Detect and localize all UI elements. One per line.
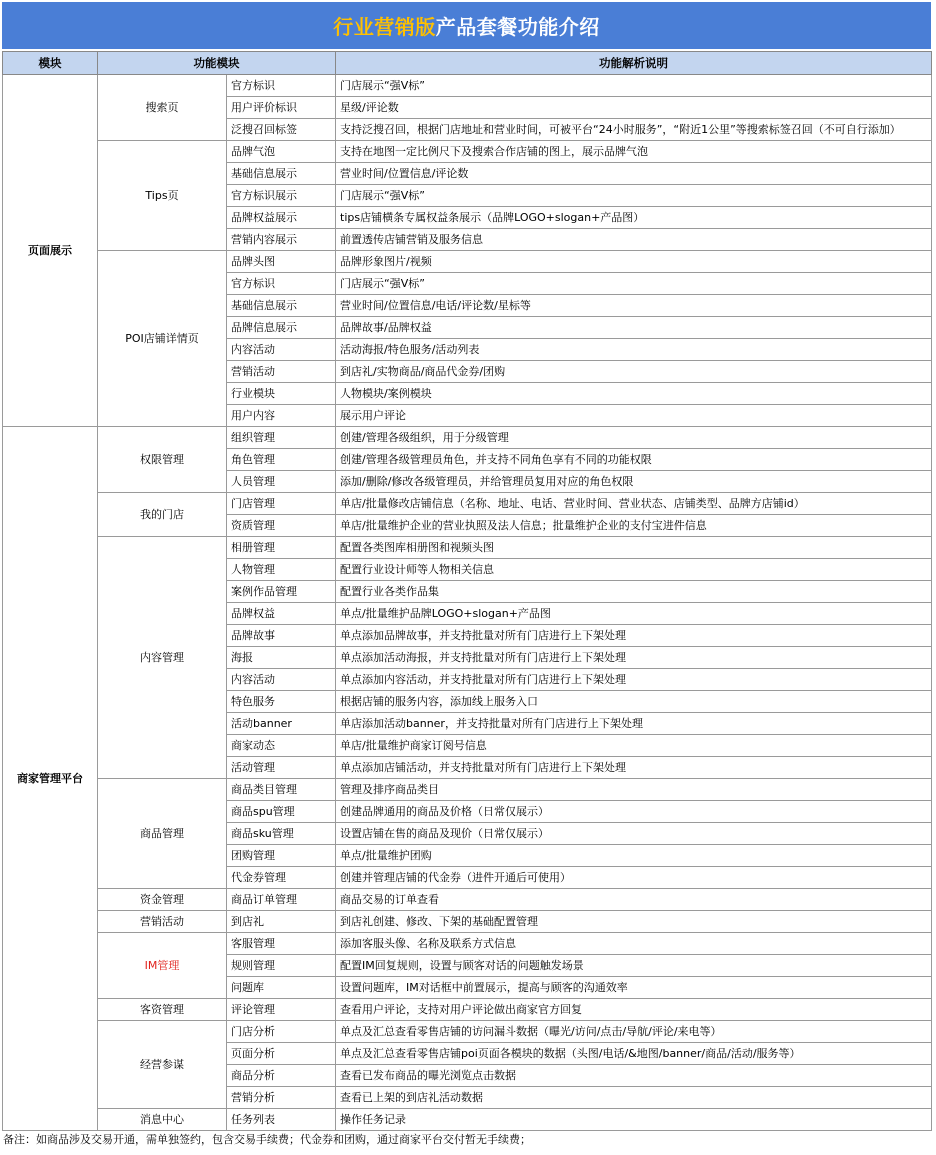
header-function: 功能模块 bbox=[98, 52, 336, 75]
feature-name-cell: 资质管理 bbox=[227, 515, 336, 537]
module-cell: 页面展示 bbox=[3, 75, 98, 427]
feature-desc-cell: tips店铺横条专属权益条展示（品牌LOGO+slogan+产品图） bbox=[336, 207, 932, 229]
feature-name-cell: 品牌权益 bbox=[227, 603, 336, 625]
feature-name-cell: 品牌气泡 bbox=[227, 141, 336, 163]
feature-name-cell: 代金券管理 bbox=[227, 867, 336, 889]
feature-desc-cell: 支持在地图一定比例尺下及搜索合作店铺的图上，展示品牌气泡 bbox=[336, 141, 932, 163]
feature-name-cell: 活动管理 bbox=[227, 757, 336, 779]
feature-desc-cell: 支持泛搜召回，根据门店地址和营业时间，可被平台“24小时服务”，“附近1公里”等搜索标签召回（不可自行添加） bbox=[336, 119, 932, 141]
feature-name-cell: 客服管理 bbox=[227, 933, 336, 955]
feature-desc-cell: 查看已发布商品的曝光浏览点击数据 bbox=[336, 1065, 932, 1087]
feature-desc-cell: 管理及排序商品类目 bbox=[336, 779, 932, 801]
feature-name-cell: 组织管理 bbox=[227, 427, 336, 449]
feature-name-cell: 特色服务 bbox=[227, 691, 336, 713]
feature-name-cell: 泛搜召回标签 bbox=[227, 119, 336, 141]
table-row bbox=[3, 493, 932, 515]
feature-name-cell: 任务列表 bbox=[227, 1109, 336, 1131]
feature-name-cell: 商品分析 bbox=[227, 1065, 336, 1087]
feature-desc-cell: 查看用户评论，支持对用户评论做出商家官方回复 bbox=[336, 999, 932, 1021]
feature-desc-cell: 添加客服头像、名称及联系方式信息 bbox=[336, 933, 932, 955]
feature-desc-cell: 单店/批量修改店铺信息（名称、地址、电话、营业时间、营业状态、店铺类型、品牌方店铺id） bbox=[336, 493, 932, 515]
function-group-cell: Tips页 bbox=[98, 141, 227, 251]
feature-desc-cell: 单店/批量维护商家订阅号信息 bbox=[336, 735, 932, 757]
table-row bbox=[3, 537, 932, 559]
feature-name-cell: 内容活动 bbox=[227, 339, 336, 361]
feature-name-cell: 商品类目管理 bbox=[227, 779, 336, 801]
feature-desc-cell: 配置各类图库相册图和视频头图 bbox=[336, 537, 932, 559]
feature-name-cell: 相册管理 bbox=[227, 537, 336, 559]
table-row bbox=[3, 1109, 932, 1131]
feature-desc-cell: 配置IM回复规则，设置与顾客对话的问题触发场景 bbox=[336, 955, 932, 977]
feature-name-cell: 门店分析 bbox=[227, 1021, 336, 1043]
header-desc: 功能解析说明 bbox=[336, 52, 932, 75]
feature-name-cell: 营销分析 bbox=[227, 1087, 336, 1109]
feature-name-cell: 案例作品管理 bbox=[227, 581, 336, 603]
function-group-cell: IM管理 bbox=[98, 933, 227, 999]
title-highlight: 行业营销版 bbox=[333, 15, 436, 39]
footnote: 备注：如商品涉及交易开通，需单独签约，包含交易手续费；代金券和团购，通过商家平台交付暂无手续费； bbox=[3, 1133, 531, 1146]
feature-desc-cell: 设置店铺在售的商品及现价（日常仅展示） bbox=[336, 823, 932, 845]
feature-name-cell: 人物管理 bbox=[227, 559, 336, 581]
title-rest: 产品套餐功能介绍 bbox=[435, 15, 600, 39]
feature-desc-cell: 设置问题库，IM对话框中前置展示，提高与顾客的沟通效率 bbox=[336, 977, 932, 999]
feature-desc-cell: 商品交易的订单查看 bbox=[336, 889, 932, 911]
feature-name-cell: 问题库 bbox=[227, 977, 336, 999]
table-row bbox=[3, 889, 932, 911]
feature-name-cell: 商品订单管理 bbox=[227, 889, 336, 911]
feature-desc-cell: 门店展示“强V标” bbox=[336, 75, 932, 97]
function-group-cell: 权限管理 bbox=[98, 427, 227, 493]
feature-desc-cell: 单点/批量维护品牌LOGO+slogan+产品图 bbox=[336, 603, 932, 625]
feature-desc-cell: 单点及汇总查看零售店铺的访问漏斗数据（曝光/访问/点击/导航/评论/来电等） bbox=[336, 1021, 932, 1043]
function-group-cell: 营销活动 bbox=[98, 911, 227, 933]
feature-desc-cell: 展示用户评论 bbox=[336, 405, 932, 427]
feature-name-cell: 角色管理 bbox=[227, 449, 336, 471]
function-group-cell: 搜索页 bbox=[98, 75, 227, 141]
feature-name-cell: 营销活动 bbox=[227, 361, 336, 383]
header-row bbox=[3, 52, 932, 75]
function-group-cell: POI店铺详情页 bbox=[98, 251, 227, 427]
feature-desc-cell: 创建/管理各级组织，用于分级管理 bbox=[336, 427, 932, 449]
feature-desc-cell: 添加/删除/修改各级管理员，并给管理员复用对应的角色权限 bbox=[336, 471, 932, 493]
feature-desc-cell: 单点添加内容活动，并支持批量对所有门店进行上下架处理 bbox=[336, 669, 932, 691]
feature-desc-cell: 单点及汇总查看零售店铺poi页面各模块的数据（头图/电话/&地图/banner/商品/活动/服务等） bbox=[336, 1043, 932, 1065]
function-group-cell: 内容管理 bbox=[98, 537, 227, 779]
feature-desc-cell: 创建并管理店铺的代金券（进件开通后可使用） bbox=[336, 867, 932, 889]
feature-desc-cell: 星级/评论数 bbox=[336, 97, 932, 119]
table-body bbox=[3, 75, 932, 1131]
feature-desc-cell: 品牌形象图片/视频 bbox=[336, 251, 932, 273]
feature-name-cell: 商品sku管理 bbox=[227, 823, 336, 845]
table-row bbox=[3, 427, 932, 449]
feature-desc-cell: 门店展示“强V标” bbox=[336, 273, 932, 295]
feature-name-cell: 活动banner bbox=[227, 713, 336, 735]
feature-name-cell: 海报 bbox=[227, 647, 336, 669]
feature-name-cell: 官方标识展示 bbox=[227, 185, 336, 207]
function-group-cell: 客资管理 bbox=[98, 999, 227, 1021]
feature-desc-cell: 品牌故事/品牌权益 bbox=[336, 317, 932, 339]
table-row bbox=[3, 75, 932, 97]
feature-name-cell: 基础信息展示 bbox=[227, 163, 336, 185]
feature-name-cell: 品牌权益展示 bbox=[227, 207, 336, 229]
feature-desc-cell: 单店/批量维护企业的营业执照及法人信息；批量维护企业的支付宝进件信息 bbox=[336, 515, 932, 537]
feature-name-cell: 用户内容 bbox=[227, 405, 336, 427]
feature-desc-cell: 单店添加活动banner，并支持批量对所有门店进行上下架处理 bbox=[336, 713, 932, 735]
table-row bbox=[3, 1021, 932, 1043]
feature-table bbox=[2, 51, 932, 1131]
feature-name-cell: 品牌信息展示 bbox=[227, 317, 336, 339]
feature-desc-cell: 到店礼创建、修改、下架的基础配置管理 bbox=[336, 911, 932, 933]
function-group-cell: 消息中心 bbox=[98, 1109, 227, 1131]
feature-desc-cell: 营业时间/位置信息/评论数 bbox=[336, 163, 932, 185]
feature-desc-cell: 人物模块/案例模块 bbox=[336, 383, 932, 405]
feature-name-cell: 商品spu管理 bbox=[227, 801, 336, 823]
function-group-cell: 资金管理 bbox=[98, 889, 227, 911]
feature-desc-cell: 单点/批量维护团购 bbox=[336, 845, 932, 867]
feature-desc-cell: 单点添加品牌故事，并支持批量对所有门店进行上下架处理 bbox=[336, 625, 932, 647]
table-row bbox=[3, 999, 932, 1021]
table-row bbox=[3, 141, 932, 163]
feature-name-cell: 内容活动 bbox=[227, 669, 336, 691]
feature-name-cell: 行业模块 bbox=[227, 383, 336, 405]
header-module: 模块 bbox=[3, 52, 98, 75]
feature-name-cell: 官方标识 bbox=[227, 273, 336, 295]
feature-name-cell: 营销内容展示 bbox=[227, 229, 336, 251]
feature-desc-cell: 查看已上架的到店礼活动数据 bbox=[336, 1087, 932, 1109]
feature-desc-cell: 门店展示“强V标” bbox=[336, 185, 932, 207]
feature-name-cell: 评论管理 bbox=[227, 999, 336, 1021]
feature-desc-cell: 创建品牌通用的商品及价格（日常仅展示） bbox=[336, 801, 932, 823]
table-row bbox=[3, 911, 932, 933]
table-row bbox=[3, 779, 932, 801]
feature-name-cell: 品牌头图 bbox=[227, 251, 336, 273]
feature-desc-cell: 配置行业各类作品集 bbox=[336, 581, 932, 603]
function-group-cell: 经营参谋 bbox=[98, 1021, 227, 1109]
feature-name-cell: 规则管理 bbox=[227, 955, 336, 977]
function-group-cell: 商品管理 bbox=[98, 779, 227, 889]
feature-name-cell: 基础信息展示 bbox=[227, 295, 336, 317]
feature-name-cell: 人员管理 bbox=[227, 471, 336, 493]
page-title bbox=[2, 2, 931, 49]
feature-name-cell: 到店礼 bbox=[227, 911, 336, 933]
feature-desc-cell: 单点添加活动海报，并支持批量对所有门店进行上下架处理 bbox=[336, 647, 932, 669]
feature-desc-cell: 操作任务记录 bbox=[336, 1109, 932, 1131]
feature-name-cell: 用户评价标识 bbox=[227, 97, 336, 119]
table-row bbox=[3, 933, 932, 955]
feature-desc-cell: 根据店铺的服务内容，添加线上服务入口 bbox=[336, 691, 932, 713]
feature-desc-cell: 配置行业设计师等人物相关信息 bbox=[336, 559, 932, 581]
feature-desc-cell: 前置透传店铺营销及服务信息 bbox=[336, 229, 932, 251]
feature-name-cell: 商家动态 bbox=[227, 735, 336, 757]
feature-desc-cell: 到店礼/实物商品/商品代金券/团购 bbox=[336, 361, 932, 383]
feature-name-cell: 团购管理 bbox=[227, 845, 336, 867]
feature-desc-cell: 活动海报/特色服务/活动列表 bbox=[336, 339, 932, 361]
module-cell: 商家管理平台 bbox=[3, 427, 98, 1131]
feature-desc-cell: 营业时间/位置信息/电话/评论数/星标等 bbox=[336, 295, 932, 317]
table-row bbox=[3, 251, 932, 273]
feature-desc-cell: 创建/管理各级管理员角色，并支持不同角色享有不同的功能权限 bbox=[336, 449, 932, 471]
feature-name-cell: 品牌故事 bbox=[227, 625, 336, 647]
feature-name-cell: 官方标识 bbox=[227, 75, 336, 97]
feature-name-cell: 门店管理 bbox=[227, 493, 336, 515]
function-group-cell: 我的门店 bbox=[98, 493, 227, 537]
feature-name-cell: 页面分析 bbox=[227, 1043, 336, 1065]
feature-desc-cell: 单点添加店铺活动，并支持批量对所有门店进行上下架处理 bbox=[336, 757, 932, 779]
